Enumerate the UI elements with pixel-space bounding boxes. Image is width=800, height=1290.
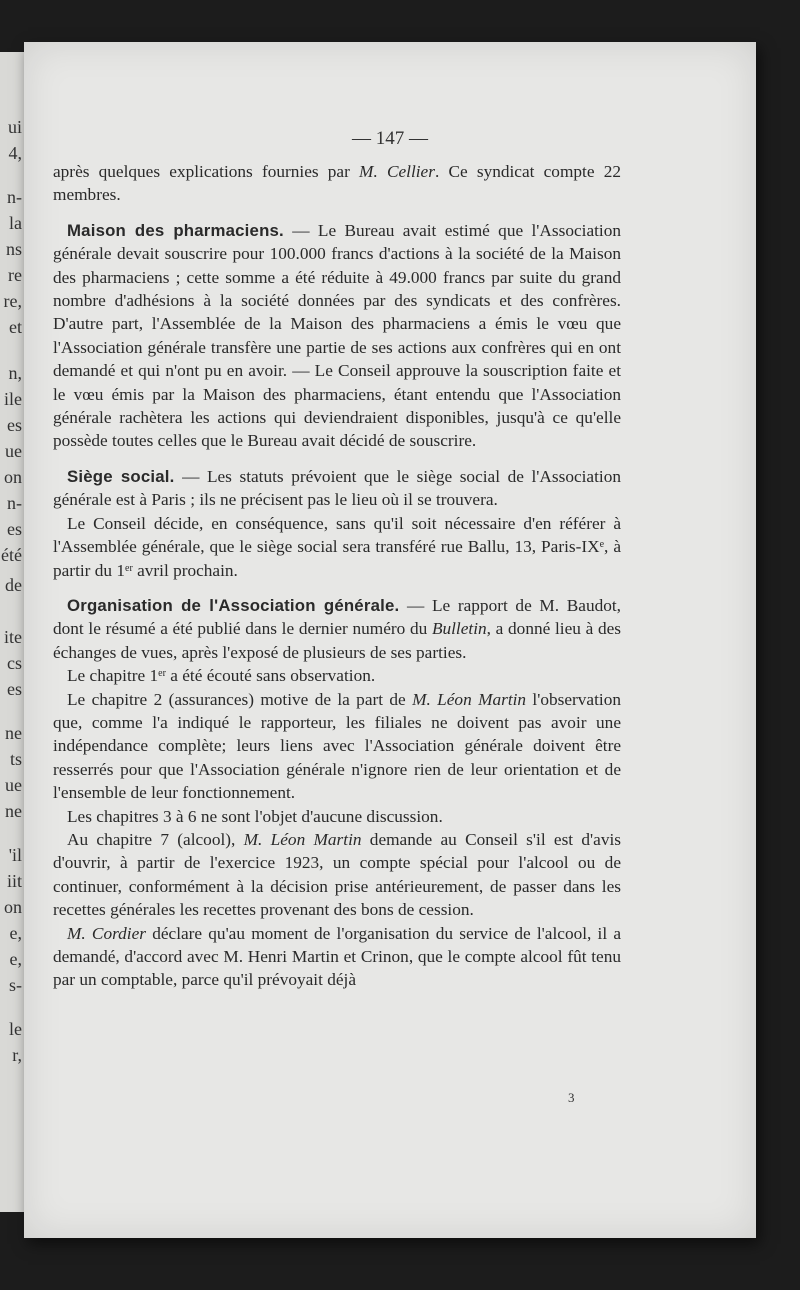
person-name: M. Cellier [359,162,435,181]
left-page-fragment: et [9,317,22,337]
left-page-fragment: re [8,265,22,285]
chapter3-paragraph: Les chapitres 3 à 6 ne sont l'objet d'aucune discussion. [67,806,443,826]
person-name: M. Cordier [67,923,147,943]
left-page-fragment: es [7,679,22,699]
page-number-header: — 147 — [352,128,428,149]
left-page-fragment: es [7,415,22,435]
left-page-fragment: le [9,1019,22,1039]
left-page-fragment: ue [5,775,22,795]
left-page-fragment: n, [8,363,22,383]
chapter7-paragraph: Au chapitre 7 (alcool), M. Léon Martin demande au Conseil s'il est d'avis d'ouvrir, à partir de l'exercice 1923, un compte spécial pour l'alcool ou de continuer, conformément à la décision prise antérieurement, de passer dans les recettes générales les recettes provenant des bons de cession. [53,829,621,920]
left-page-fragment: cs [7,653,22,673]
left-page-fragment: n- [7,187,22,207]
left-page-fragment: iit [6,871,22,891]
left-page-fragment: été [1,545,22,565]
chapter2-paragraph: Le chapitre 2 (assurances) motive de la part de M. Léon Martin l'observation que, comme l'a indiqué le rapporteur, les filiales ne doivent pas avoir une indépendance complète; leurs liens avec l'Association générale doivent être resserrés pour que l'Association générale n'ignore rien de leur orientation et de l'ensemble de leur fonctionnement. [53,689,621,803]
person-name: M. Léon Martin [243,829,362,849]
left-page-fragment: 'il [8,845,22,865]
left-page-fragment: ite [4,627,22,647]
left-page-fragment: es [7,519,22,539]
left-page-fragment: r, [12,1045,22,1065]
intro-paragraph: après quelques explications fournies par M. Cellier. Ce syndicat compte 22 membres. [53,162,621,205]
siege-decision-paragraph: Le Conseil décide, en conséquence, sans qu'il soit nécessaire d'en référer à l'Assemblée générale, que le siège social sera transféré rue Ballu, 13, Paris-IXe, à partir du 1er avril prochain. [53,513,621,580]
left-page-fragment: re, [3,291,22,311]
left-page-fragment: ne [5,723,22,743]
left-page-edge [0,52,26,1212]
maison-paragraph: Maison des pharmaciens. — Le Bureau avait estimé que l'Association générale devait souscrire pour 100.000 francs d'actions à la société de la Maison des pharmaciens ; cette somme a été réduite à 49.000 francs par suite du grand nombre d'adhésions à la société données par des syndicats et des confrères. D'autre part, l'Assemblée de la Maison des pharmaciens a émis le vœu que l'Association générale transfère une partie de ses actions aux confrères qui en ont demandé et qui n'ont pu en avoir. — Le Conseil approuve la souscription faite et le vœu émis par la Maison des pharmaciens, étant entendu que l'Association générale rachètera les actions qui deviendraient disponibles, jusqu'à ce qu'elle possède toutes celles que le Bureau avait décidé de souscrire. [53,220,621,451]
signature-mark: 3 [568,1090,575,1105]
left-page-fragment: 4, [8,143,22,163]
left-page-fragment: ts [9,749,22,769]
left-page-fragment: de [5,575,22,595]
left-page-fragment: n- [7,493,22,513]
left-page-fragment: e, [9,923,22,943]
page-body-text [53,160,621,992]
section-heading-organisation: Organisation de l'Association générale. [67,595,400,615]
section-heading-siege: Siège social. [67,466,175,486]
left-page-fragment: ui [7,117,22,137]
chapter1-paragraph: Le chapitre 1er a été écouté sans observation. [67,666,376,686]
siege-paragraph: Siège social. — Les statuts prévoient que le siège social de l'Association générale est à Paris ; ils ne précisent pas le lieu où il se trouvera. [53,466,621,510]
book-page [24,42,756,1238]
person-name: M. Léon Martin [412,689,527,709]
left-page-fragment: on [4,467,22,487]
left-page-fragment: e, [9,949,22,969]
left-page-fragment: on [4,897,22,917]
left-page-fragment: ue [5,441,22,461]
left-page-fragment: la [9,213,22,233]
left-page-fragment: ile [4,389,22,409]
left-page-fragment: s- [9,975,22,995]
left-page-fragment: ne [5,801,22,821]
cordier-paragraph: M. Cordier déclare qu'au moment de l'organisation du service de l'alcool, il a demandé, d'accord avec M. Henri Martin et Crinon, que le compte alcool fût tenu par un comptable, parce qu'il prévoyait déjà [53,923,622,990]
section-heading-maison: Maison des pharmaciens. [67,220,284,240]
organisation-paragraph: Organisation de l'Association générale. — Le rapport de M. Baudot, dont le résumé a été publié dans le dernier numéro du Bulletin, a donné lieu à des échanges de vues, après l'exposé de plusieurs de ses parties. [53,595,621,662]
left-page-fragment: ns [5,239,22,259]
